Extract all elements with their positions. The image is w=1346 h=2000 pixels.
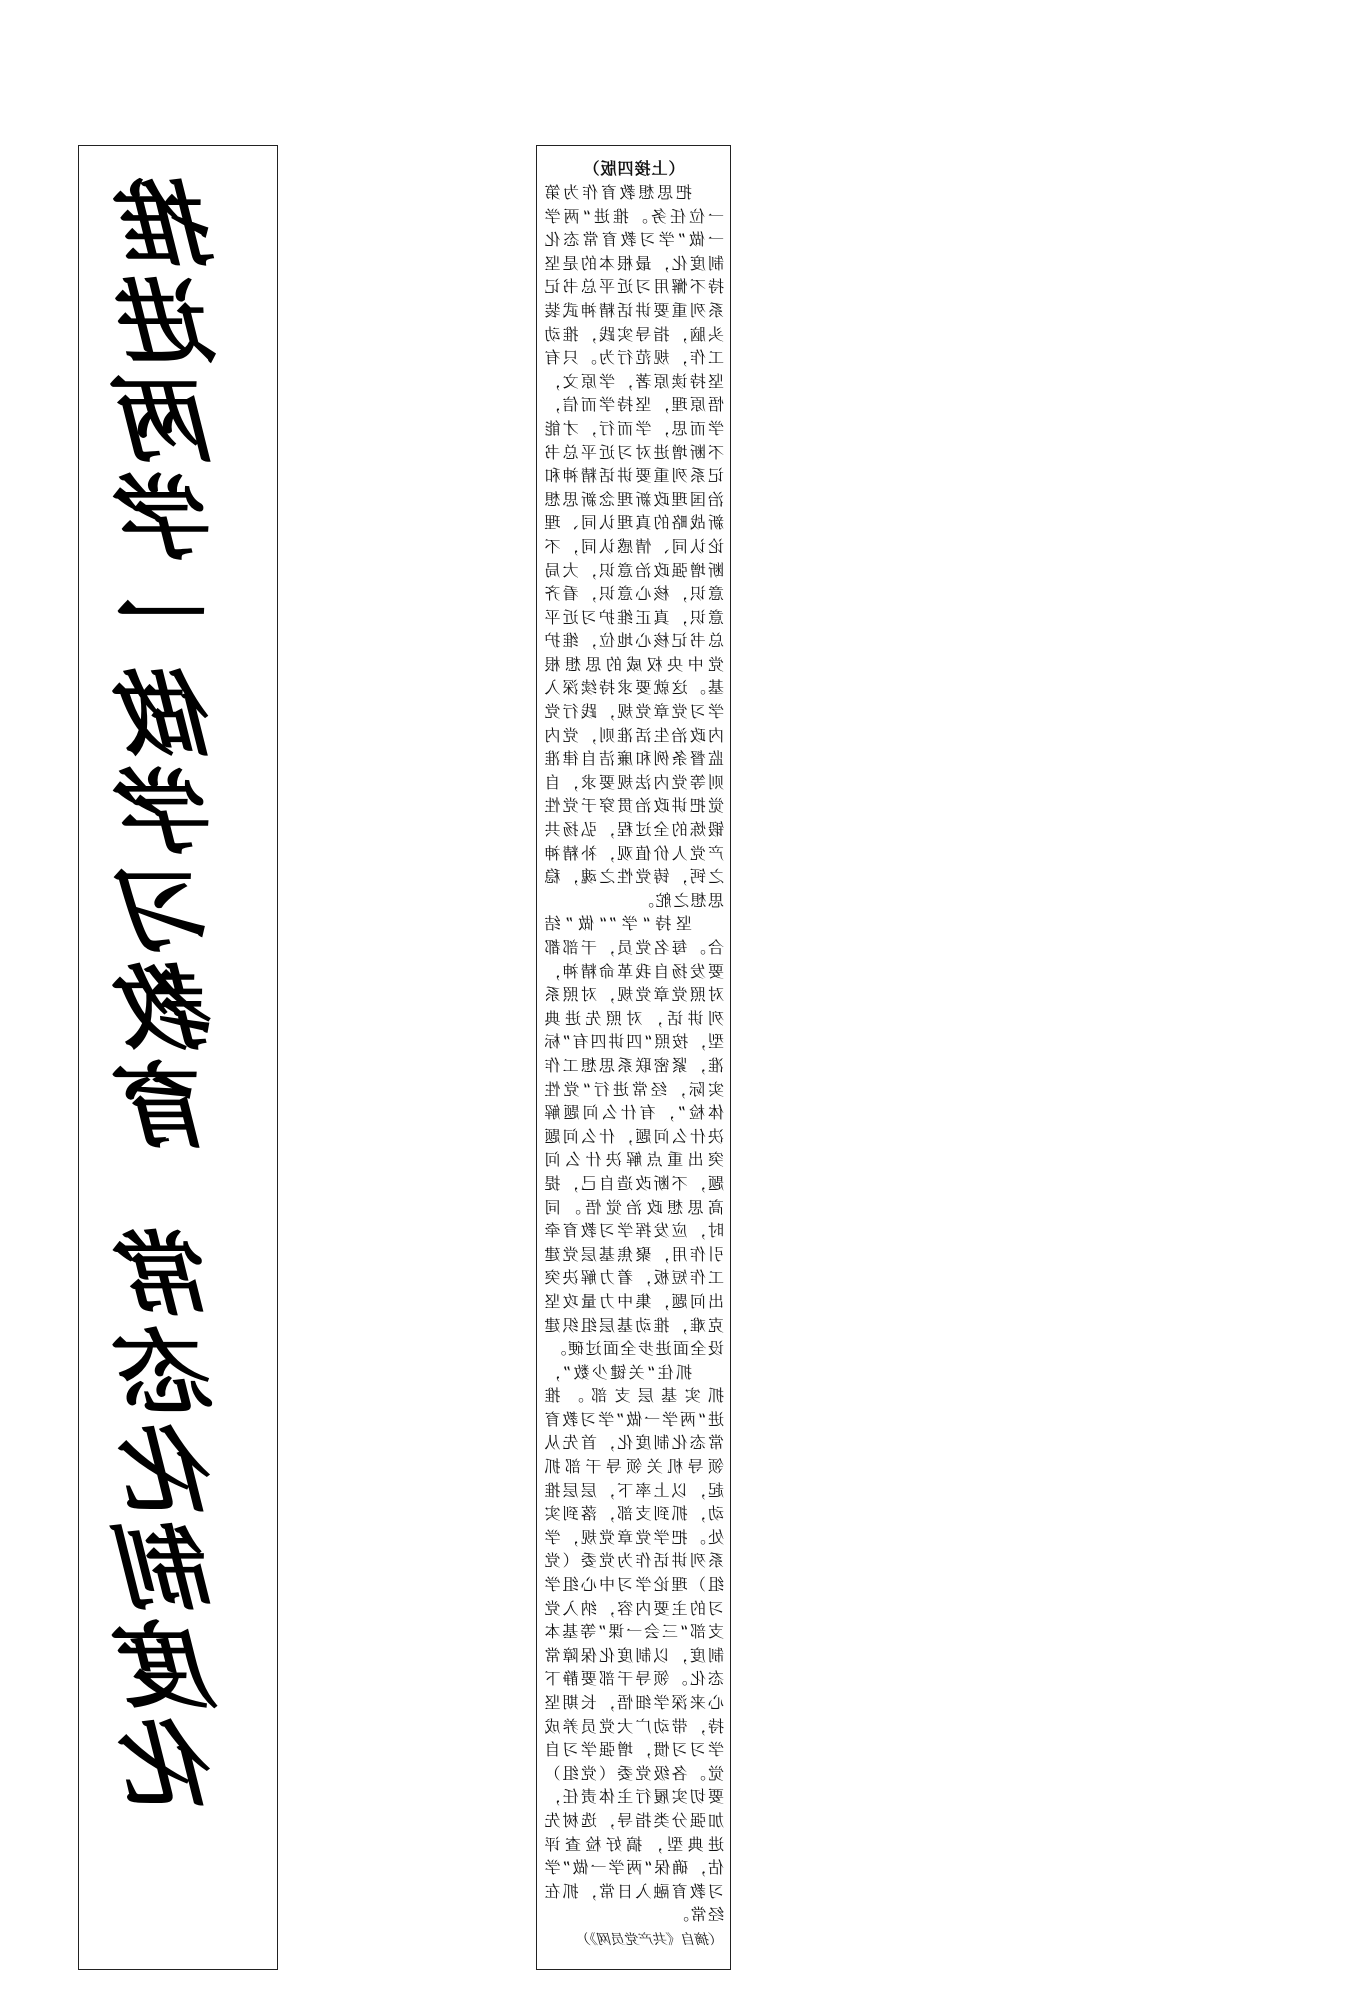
article-column: [536, 145, 731, 1970]
article-continuation-note: （上接四版）: [582, 159, 685, 178]
headline-text: [124, 176, 232, 1814]
article-paragraph-1: 把思想教育作为第一位任务。推进“两学一做”学习教育常态化制度化，最根本的是坚持不懈用习近平总书记系列重要讲话精神武装头脑，指导实践，推动工作，规范行为。只有坚持读原著，学原文，悟原理，坚持学而信，学而思，学而行，才能不断增进对习近平总书记系列重要讲话精神和治国理政新理念新思想新战略的真理认同、理论认同、情感认同，不断增强政治意识，大局意识，核心意识，看齐意识，真正维护习近平总书记核心地位，维护党中央权威的思想根基。这就要求持续深入学习党章党规，践行党内政治生活准则，党内监督条例和廉洁自律准则等党内法规要求，自觉把讲政治贯穿于党性锻炼的全过程，弘扬共产党人价值观，补精神之钙，铸党性之魂，稳思想之舵。: [543, 183, 724, 910]
article-paragraph-2: 坚持“学”“做”结合。每名党员，干部都要发扬自我革命精神，对照党章党规，对照系列讲话，对照先进典型，按照“四讲四有”标准，紧密联系思想工作实际，经常进行“党性体检”，有什么问题解决什么问题，什么问题突出重点解决什么问题，不断改造自己，提高思想政治觉悟。同时，应发挥学习教育牵引作用，聚焦基层党建工作短板，着力解决突出问题，集中力量攻坚克难，推动基层组织建设全面进步全面过硬。: [543, 914, 724, 1359]
headline-box: [78, 145, 278, 1970]
article-paragraph-3: 抓住“关键少数”，抓实基层支部。推进“两学一做”学习教育常态化制度化，首先从领导机关领导干部抓起，以上率下，层层推动，抓到支部，落到实处。把学党章党规，学系列讲话作为党委（党组）理论学习中心组学习的主要内容，纳入党支部“三会一课”等基本制度，以制度化保障常态化。领导干部要静下心来深学细悟，长期坚持，带动广大党员养成学习习惯，增强学习自觉。各级党委（党组）要切实履行主体责任，加强分类指导，选树先进典型，搞好检查评估，确保“两学一做”学习教育融入日常，抓在经常。: [543, 1362, 724, 1925]
headline-part-2: 常态化制度化: [124, 1226, 232, 1814]
headline-part-1: 推进两学一做学习教育: [124, 176, 232, 1156]
article-source: （摘自《共产党员网》）: [577, 1931, 724, 1948]
